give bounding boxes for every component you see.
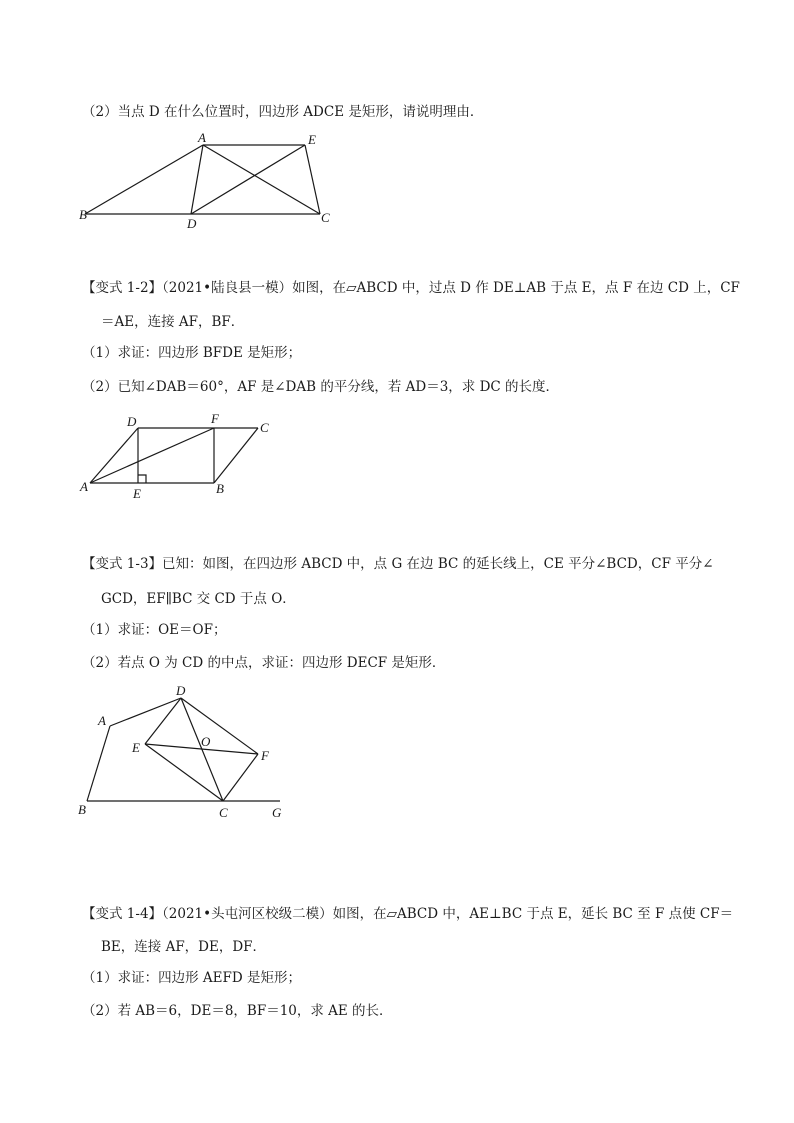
figure-parallelogram-abcd	[75, 410, 285, 505]
label-d: D	[127, 414, 137, 429]
label-b: B	[78, 802, 86, 817]
segment-af	[90, 428, 214, 483]
label-o: O	[201, 734, 211, 749]
variant-1-4-q2: （2）若 AB＝6，DE＝8，BF＝10，求 AE 的长．	[82, 1003, 393, 1019]
segment-ec	[305, 145, 320, 214]
variant-1-3-q1: （1）求证：OE＝OF；	[82, 622, 227, 638]
label-c: C	[219, 805, 228, 820]
variant-1-4-heading-cont: BE，连接 AF，DE，DF．	[101, 939, 267, 955]
segment-ba	[85, 145, 203, 214]
right-angle-mark	[138, 475, 146, 483]
label-e: E	[308, 132, 316, 147]
variant-1-2-heading-cont: ＝AE，连接 AF，BF．	[101, 314, 245, 330]
segment-ad	[191, 145, 203, 214]
segment-de	[191, 145, 305, 214]
label-f: F	[211, 411, 219, 426]
label-a: A	[80, 479, 88, 494]
variant-1-3-heading-cont: GCD，EF∥BC 交 CD 于点 O．	[101, 591, 296, 607]
segment-ab	[87, 726, 110, 801]
label-e: E	[132, 740, 140, 755]
label-g: G	[272, 805, 282, 820]
question-2-text: （2）当点 D 在什么位置时，四边形 ADCE 是矩形，请说明理由．	[82, 104, 484, 120]
variant-1-3-heading: 【变式 1-3】已知：如图，在四边形 ABCD 中，点 G 在边 BC 的延长线上，CE 平分∠BCD，CF 平分∠	[82, 556, 714, 572]
label-c: C	[260, 420, 269, 435]
label-b: B	[216, 481, 224, 496]
label-f: F	[261, 748, 269, 763]
segment-ac	[203, 145, 320, 214]
variant-1-4-q1: （1）求证：四边形 AEFD 是矩形；	[82, 970, 301, 986]
segment-ad	[90, 428, 138, 483]
label-c: C	[321, 210, 330, 225]
label-a: A	[98, 713, 106, 728]
variant-1-4-heading: 【变式 1-4】（2021•头屯河区校级二模）如图，在▱ABCD 中，AE⊥BC 于点 E，延长 BC 至 F 点使 CF＝	[82, 906, 734, 922]
variant-1-2-q1: （1）求证：四边形 BFDE 是矩形；	[82, 345, 302, 361]
label-e: E	[133, 486, 141, 501]
label-a: A	[198, 130, 206, 145]
variant-1-3-q2: （2）若点 O 为 CD 的中点，求证：四边形 DECF 是矩形．	[82, 655, 446, 671]
figure-adce	[75, 128, 345, 233]
segment-cb	[214, 428, 258, 483]
label-d: D	[176, 683, 186, 698]
figure-quadrilateral-abcd	[75, 682, 295, 822]
label-d: D	[187, 216, 197, 231]
variant-1-2-q2: （2）已知∠DAB＝60°，AF 是∠DAB 的平分线，若 AD＝3，求 DC 的长度．	[82, 379, 560, 395]
variant-1-2-heading: 【变式 1-2】（2021•陆良县一模）如图，在▱ABCD 中，过点 D 作 DE⊥AB 于点 E，点 F 在边 CD 上，CF	[82, 280, 740, 296]
segment-fc	[223, 754, 258, 801]
label-b: B	[79, 207, 87, 222]
